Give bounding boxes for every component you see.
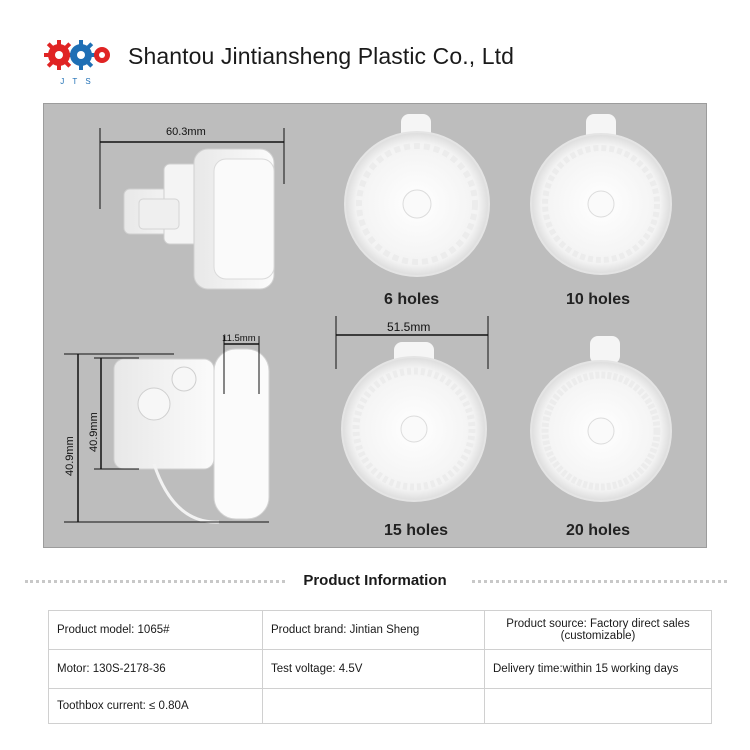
company-name: Shantou Jintiansheng Plastic Co., Ltd (128, 43, 514, 69)
gearbox-side-view (114, 349, 269, 522)
variant-label-15: 15 holes (384, 522, 449, 539)
jts-logo (44, 38, 110, 88)
red-gear-icon (44, 40, 74, 70)
bubble-wheel-15-holes (342, 342, 486, 501)
table-row (49, 650, 712, 689)
product-photo (43, 103, 707, 548)
table-row (49, 611, 712, 650)
product-illustration (44, 104, 708, 549)
logo-text: J T S (60, 77, 94, 86)
table-cell (263, 689, 485, 724)
dim-wheel-width: 51.5mm (387, 320, 431, 334)
table-cell: Motor: 130S-2178-36 (49, 650, 263, 689)
table-cell: Delivery time:within 15 working days (485, 650, 712, 689)
gearbox-top-view (124, 149, 274, 289)
bubble-wheel-6-holes (345, 114, 489, 276)
dim-width-top: 60.3mm (166, 126, 206, 138)
table-cell: Product model: 1065# (49, 611, 263, 650)
divider-right (472, 580, 727, 583)
product-info-table (48, 610, 712, 724)
table-cell: Toothbox current: ≤ 0.80A (49, 689, 263, 724)
dim-height-outer: 40.9mm (64, 436, 76, 476)
variant-label-6: 6 holes (384, 291, 440, 308)
blue-gear-icon (70, 40, 96, 70)
variant-label-10: 10 holes (566, 291, 631, 308)
red-gear-small-icon (94, 47, 110, 63)
table-cell (485, 689, 712, 724)
section-title: Product Information (303, 572, 447, 589)
bubble-wheel-20-holes (531, 336, 671, 501)
dim-height-inner: 40.9mm (88, 412, 100, 452)
variant-label-20: 20 holes (566, 522, 631, 539)
table-cell: Product source: Factory direct sales (customizable) (485, 611, 712, 650)
table-cell: Product brand: Jintian Sheng (263, 611, 485, 650)
header (0, 0, 750, 100)
dim-width-side: 11.5mm (222, 333, 256, 344)
bubble-wheel-10-holes (531, 114, 671, 274)
table-row (49, 689, 712, 724)
table-cell: Test voltage: 4.5V (263, 650, 485, 689)
